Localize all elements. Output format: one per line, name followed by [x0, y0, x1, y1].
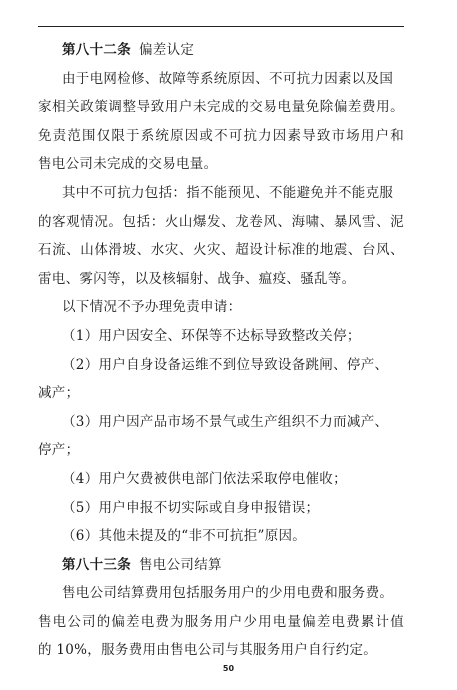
exclusion-intro: 以下情况不予办理免责申请：	[62, 299, 242, 316]
text-line: 售电公司结算费用包括服务用户的少用电费和服务费。	[62, 585, 394, 602]
text-line: 雷电、雾闪等，以及核辐射、战争、瘟疫、骚乱等。	[38, 270, 356, 287]
text-line: 其中不可抗力包括：指不能预见、不能避免并不能克服	[62, 184, 394, 201]
exclusion-item-1: （1）用户因安全、环保等不达标导致整改关停；	[62, 327, 361, 344]
exclusion-item-4: （4）用户欠费被供电部门依法采取停电催收；	[62, 470, 347, 487]
article-82-paragraph-1	[38, 65, 404, 179]
article-83-title: 售电公司结算	[139, 556, 222, 573]
article-83-paragraph-1	[38, 579, 404, 665]
text-line: 由于电网检修、故障等系统原因、不可抗力因素以及国	[62, 70, 394, 87]
article-83-heading	[38, 551, 404, 580]
header-rule	[38, 26, 404, 27]
text-line: 的客观情况。包括：火山爆发、龙卷风、海啸、暴风雪、泥	[38, 213, 404, 230]
text-line: （2）用户自身设备运维不到位导致设备跳闸、停产、	[62, 356, 389, 373]
text-line: 停产；	[38, 442, 80, 459]
article-82-heading	[38, 36, 404, 65]
document-body	[38, 36, 404, 665]
text-line: 免责范围仅限于系统原因或不可抗力因素导致市场用户和	[38, 127, 404, 144]
exclusion-item-2	[38, 351, 404, 408]
article-82-title: 偏差认定	[139, 42, 195, 58]
text-line: 售电公司的偏差电费为服务用户少用电量偏差电费累计值	[38, 613, 404, 630]
text-line: 家相关政策调整导致用户未完成的交易电量免除偏差费用。	[38, 99, 404, 116]
exclusion-item-3	[38, 408, 404, 465]
article-82-paragraph-2	[38, 179, 404, 293]
text-line: 的 10%，服务费用由售电公司与其服务用户自行约定。	[38, 642, 378, 659]
exclusion-item-5: （5）用户申报不切实际或自身申报错误；	[62, 499, 320, 516]
text-line: 减产；	[38, 385, 80, 402]
exclusion-item-6: （6）其他未提及的“非不可抗拒”原因。	[62, 528, 307, 545]
page-number: 50	[222, 664, 235, 673]
article-83-number: 第八十三条	[62, 556, 131, 573]
article-82-number: 第八十二条	[62, 42, 131, 58]
text-line: 石流、山体滑坡、水灾、火灾、超设计标准的地震、台风、	[38, 242, 404, 259]
text-line: 售电公司未完成的交易电量。	[38, 156, 218, 173]
text-line: （3）用户因产品市场不景气或生产组织不力而减产、	[62, 413, 389, 430]
